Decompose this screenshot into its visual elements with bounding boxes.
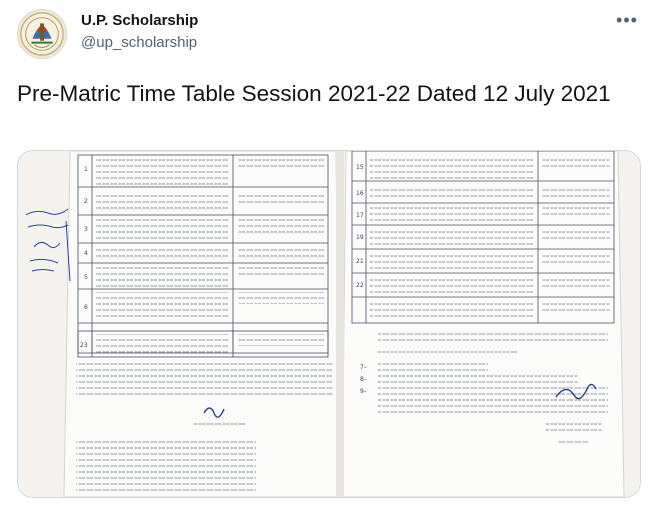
document-scan-icon: [18, 151, 640, 497]
right-document-page: [342, 151, 624, 497]
tweet-text: Pre-Matric Time Table Session 2021-22 Dated 12 July 2021: [17, 81, 611, 106]
svg-text:5: 5: [84, 274, 88, 281]
ellipsis-icon: •••: [616, 10, 638, 30]
svg-text:23: 23: [80, 342, 88, 349]
svg-text:9–: 9–: [360, 388, 367, 395]
svg-text:21: 21: [356, 258, 364, 265]
tweet-media-image[interactable]: [17, 150, 641, 498]
svg-text:4: 4: [84, 250, 88, 257]
author-display-name[interactable]: U.P. Scholarship: [81, 12, 199, 29]
up-emblem-icon: [18, 10, 66, 58]
svg-text:17: 17: [356, 212, 364, 219]
svg-text:2: 2: [84, 198, 88, 205]
svg-text:22: 22: [356, 282, 364, 289]
svg-text:16: 16: [356, 190, 364, 197]
svg-text:15: 15: [356, 164, 364, 171]
svg-text:8–: 8–: [360, 376, 367, 383]
author-handle[interactable]: @up_scholarship: [81, 34, 198, 51]
svg-text:3: 3: [84, 226, 88, 233]
avatar[interactable]: [17, 9, 67, 59]
svg-text:7–: 7–: [360, 364, 367, 371]
svg-text:1: 1: [84, 166, 88, 173]
left-document-page: [26, 151, 340, 497]
svg-text:6: 6: [84, 304, 88, 311]
svg-text:19: 19: [356, 234, 364, 241]
more-options-button[interactable]: [615, 10, 639, 30]
